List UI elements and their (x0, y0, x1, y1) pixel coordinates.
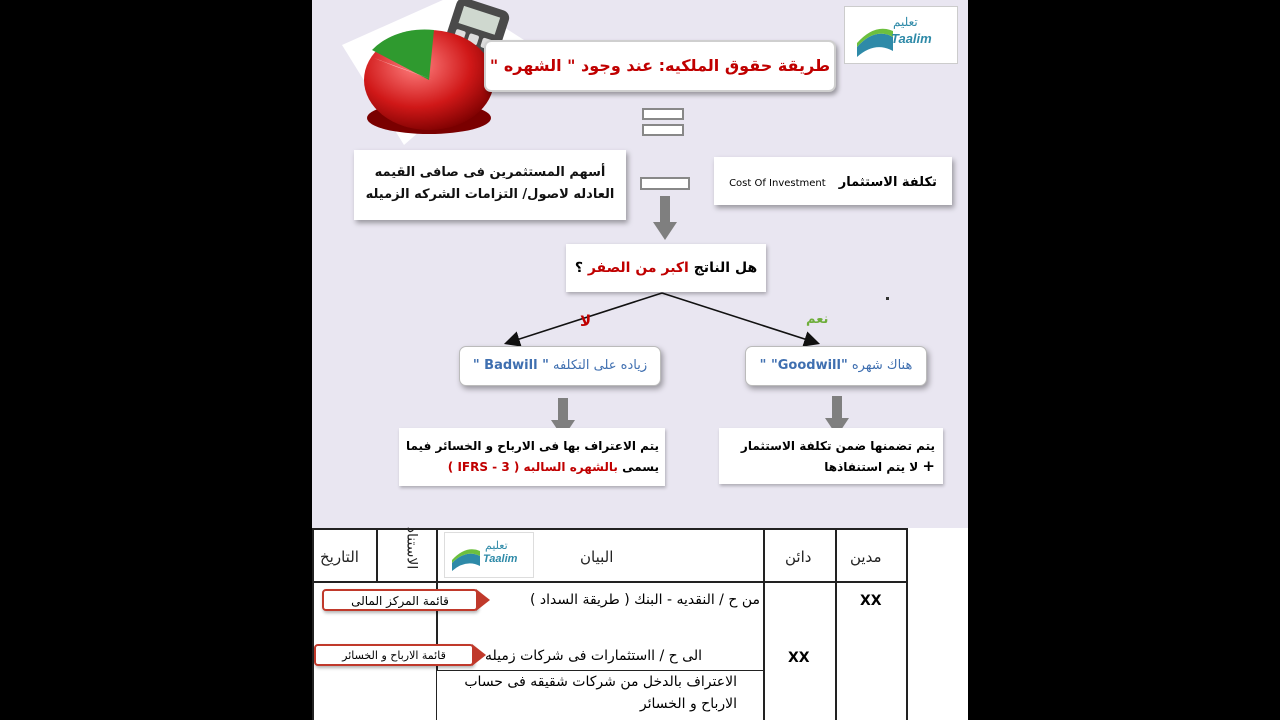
goodwill-quote: " (759, 358, 771, 373)
header-statement: البيان (580, 548, 614, 566)
goodwill-result-line2: لا يتم استنفاذها (824, 460, 923, 474)
investment-cost-english: Cost Of Investment (729, 178, 826, 189)
slide (312, 0, 968, 720)
income-recognition-note (436, 670, 764, 720)
tag-pointer-icon (476, 589, 492, 611)
page-title: طريقة حقوق الملكيه: عند وجود " الشهره " (484, 40, 836, 92)
tag-pointer-icon-2 (472, 644, 488, 666)
goodwill-box (745, 346, 927, 386)
investment-cost-arabic: تكلفة الاستثمار (838, 175, 937, 190)
dot-mark (886, 297, 889, 300)
badwill-result-line1: يتم الاعتراف بها فى الارباح و الخسائر فيما (406, 439, 659, 453)
equals-icon-bar-bottom (642, 124, 684, 136)
no-label: لا (580, 312, 592, 330)
goodwill-arabic: هناك شهره (847, 358, 913, 373)
badwill-result-highlight: بالشهره السالبه ( IFRS - 3 ) (447, 460, 618, 474)
badwill-english: " Badwill " (472, 358, 549, 373)
table-taalim-logo (444, 532, 534, 578)
header-reference: الاستناد (403, 526, 420, 570)
header-credit: دائن (785, 548, 812, 566)
badwill-box (459, 346, 661, 386)
table-logo-arabic: تعليم (485, 540, 508, 552)
table-col-line-4 (835, 528, 837, 720)
goodwill-result-line1: يتم تضمنها ضمن تكلفة الاستثمار (740, 439, 935, 453)
logo-arabic: تعليم (893, 15, 918, 29)
question-part2: ؟ (574, 260, 588, 276)
down-arrow-icon (653, 196, 677, 242)
arrow-to-goodwill (662, 293, 817, 343)
table-col-line-1 (376, 528, 378, 582)
table-header-divider (312, 581, 908, 583)
goodwill-result-box (719, 428, 943, 484)
goodwill-english: "Goodwill" (770, 358, 848, 373)
investors-share-line2: العادله لاصول/ التزامات الشركه الزميله (365, 187, 615, 202)
investors-share-line1: أسهم المستثمرين فى صافى القيمه (374, 165, 606, 180)
taalim-logo (844, 6, 958, 64)
plus-icon: + (922, 457, 935, 475)
header-date: التاريخ (320, 548, 359, 566)
badwill-result-box (399, 428, 665, 486)
row2-credit: XX (788, 650, 810, 666)
logo-latin: Taalim (891, 31, 932, 46)
investment-cost-box (714, 157, 952, 205)
note-line2: الارباح و الخسائر (639, 696, 737, 712)
row1-debit: XX (860, 593, 882, 609)
badwill-arabic: زياده على التكلفه (548, 358, 648, 373)
branch-arrows (492, 285, 832, 355)
question-part1: هل الناتج (688, 260, 758, 276)
note-line1: الاعتراف بالدخل من شركات شقيقه فى حساب (464, 674, 737, 690)
equals-icon-bar-top (642, 108, 684, 120)
row1-statement: من ح / النقديه - البنك ( طريقة السداد ) (529, 592, 760, 608)
logo-book-icon (855, 17, 895, 57)
investors-share-box (354, 150, 626, 220)
question-highlight: اكبر من الصفر (587, 260, 689, 276)
row2-statement: الى ح / اا‌ستثمارات فى شركات زميله (485, 648, 702, 664)
financial-position-tag: قائمة المركز المالى (322, 589, 478, 611)
yes-label: نعم (806, 312, 829, 327)
table-logo-book-icon (451, 541, 481, 571)
table-logo-latin: Taalim (483, 553, 518, 565)
minus-icon (640, 177, 690, 190)
badwill-result-prefix: يسمى (617, 460, 659, 474)
profit-loss-tag: قائمة الارباح و الخسائر (314, 644, 474, 666)
header-debit: مدين (850, 548, 882, 566)
